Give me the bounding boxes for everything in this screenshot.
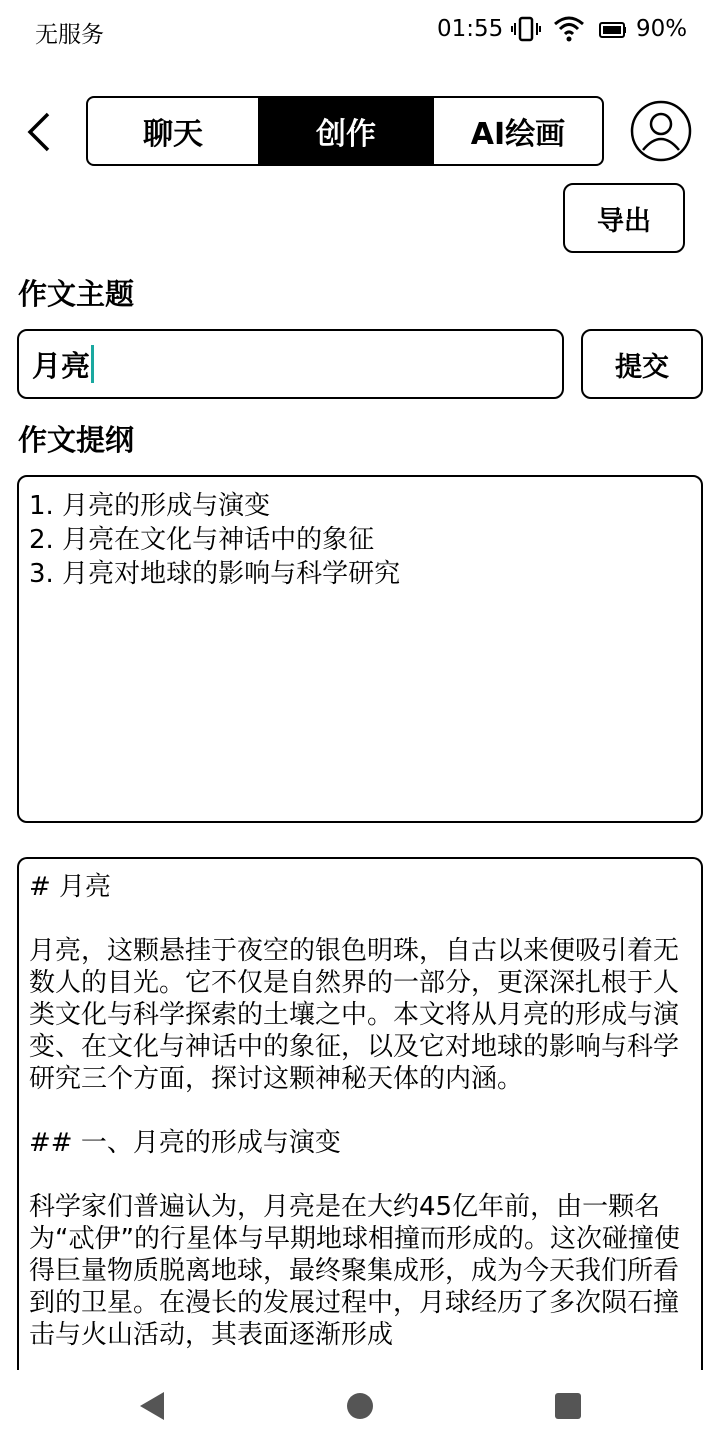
back-triangle-icon[interactable] <box>136 1390 166 1422</box>
back-arrow-icon[interactable] <box>22 110 62 154</box>
essay-section-heading: ## 一、月亮的形成与演变 <box>29 1128 341 1158</box>
outline-textarea[interactable] <box>17 475 703 823</box>
tab-create[interactable]: 创作 <box>258 98 434 164</box>
wifi-icon <box>553 14 585 44</box>
export-button[interactable]: 导出 <box>563 183 685 253</box>
essay-section-body: 科学家们普遍认为，月亮是在大约45亿年前，由一颗名为“忒伊”的行星体与早期地球相撞而形成的。这次碰撞使得巨量物质脱离地球，最终聚集成形，成为今天我们所看到的卫星。在漫长的发展过程中，月球经历了多次陨石撞击与火山活动，其表面逐渐形成 <box>29 1192 680 1350</box>
status-bar <box>0 0 720 60</box>
outline-label: 作文提纲 <box>18 423 135 457</box>
recents-square-icon[interactable] <box>553 1390 583 1422</box>
topic-input-value: 月亮 <box>32 348 91 383</box>
submit-button[interactable]: 提交 <box>581 329 703 399</box>
tab-ai-drawing[interactable]: AI绘画 <box>470 117 566 152</box>
topic-label: 作文主题 <box>18 277 135 311</box>
vibrate-icon <box>511 14 541 44</box>
system-nav-bar <box>0 1370 720 1440</box>
home-circle-icon[interactable] <box>345 1390 375 1422</box>
clock-text: 01:55 <box>437 16 504 42</box>
topic-input[interactable] <box>17 329 564 399</box>
battery-percent: 90% <box>636 16 688 42</box>
user-avatar-icon[interactable] <box>630 100 692 162</box>
mode-tabs <box>86 96 604 166</box>
outline-line: 1. 月亮的形成与演变 <box>29 491 271 521</box>
battery-icon <box>598 14 628 44</box>
essay-intro: 月亮，这颗悬挂于夜空的银色明珠，自古以来便吸引着无数人的目光。它不仅是自然界的一部分，更深深扎根于人类文化与科学探索的土壤之中。本文将从月亮的形成与演变、在文化与神话中的象征，以及它对地球的影响与科学研究三个方面，探讨这颗神秘天体的内涵。 <box>29 936 680 1094</box>
tab-chat[interactable]: 聊天 <box>143 117 203 152</box>
carrier-text: 无服务 <box>35 22 104 48</box>
essay-title: # 月亮 <box>29 872 112 902</box>
essay-output[interactable] <box>17 857 703 1377</box>
outline-line: 3. 月亮对地球的影响与科学研究 <box>29 559 401 589</box>
text-caret <box>91 345 94 383</box>
outline-line: 2. 月亮在文化与神话中的象征 <box>29 525 375 555</box>
